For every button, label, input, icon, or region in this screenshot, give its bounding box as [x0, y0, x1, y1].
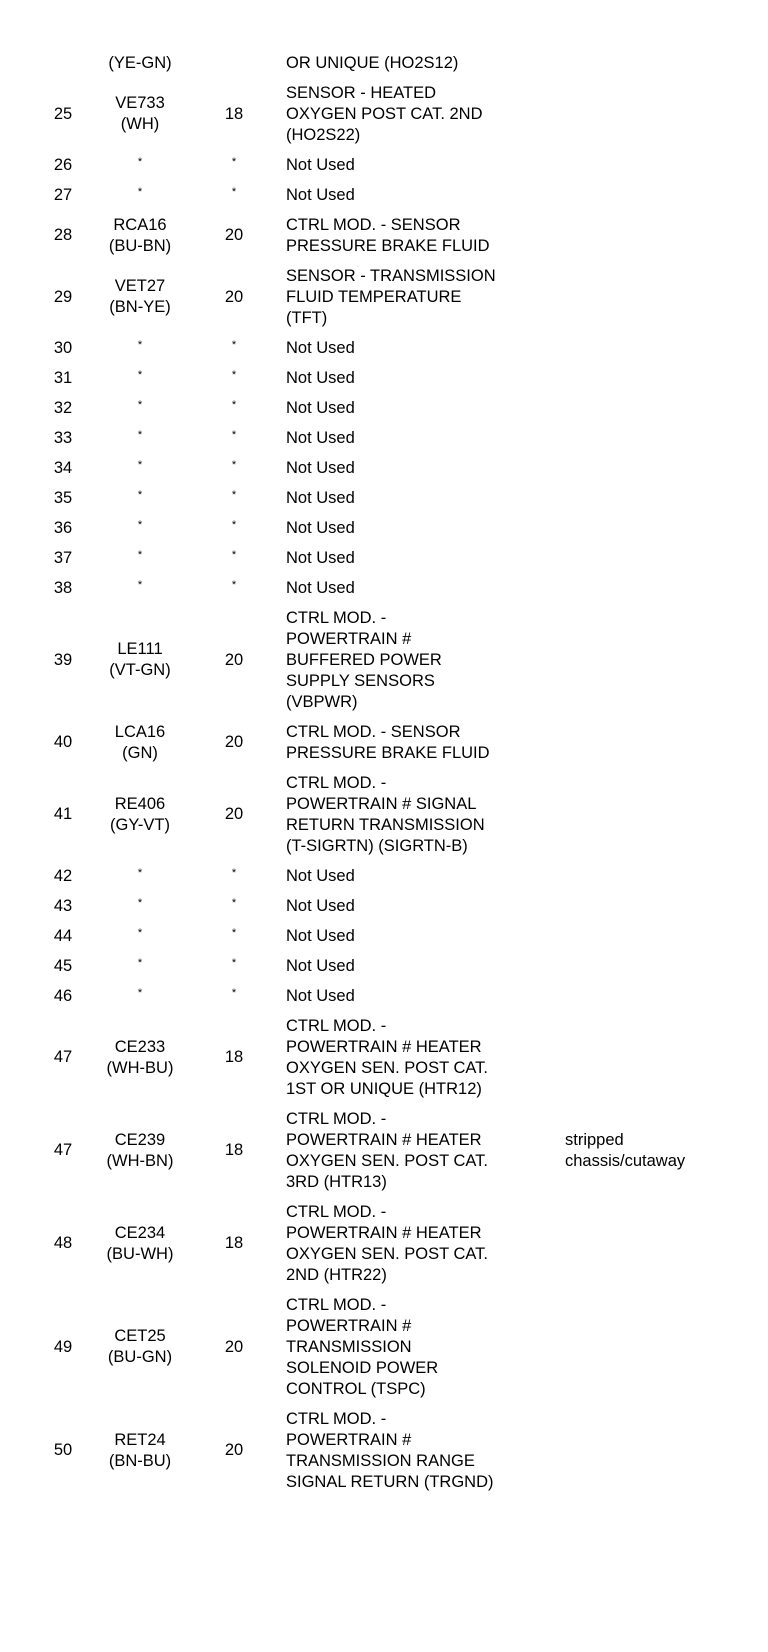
pin-number: [36, 861, 90, 891]
cell-line: POWERTRAIN # SIGNAL: [286, 794, 477, 813]
cell-line: (WH-BN): [106, 1151, 174, 1170]
cell-line: Not Used: [286, 896, 355, 915]
cell-line: *: [231, 578, 237, 591]
cell-line: 39: [53, 650, 73, 669]
cell-line: 18: [224, 1141, 244, 1159]
table-row: [0, 1404, 768, 1497]
cell-line: *: [137, 986, 143, 999]
circuit-color: [90, 891, 190, 921]
cell-line: *: [231, 428, 237, 441]
pin-number: [36, 210, 90, 261]
cell-line: (WH): [120, 115, 160, 133]
cell-line: 1ST OR UNIQUE (HTR12): [286, 1079, 482, 1098]
cell-line: Not Used: [286, 956, 355, 975]
cell-line: (YE-GN): [108, 53, 172, 72]
wire-gauge: [204, 1404, 264, 1497]
wire-gauge: [204, 1290, 264, 1404]
circuit-color: [90, 1011, 190, 1104]
cell-line: CTRL MOD. -: [286, 1109, 387, 1128]
cell-line: (BN-BU): [108, 1451, 172, 1470]
circuit-function: [286, 717, 576, 768]
cell-line: CE239: [114, 1130, 166, 1149]
cell-line: *: [137, 578, 143, 591]
cell-line: 31: [53, 368, 73, 387]
circuit-color: [90, 180, 190, 210]
cell-line: *: [137, 428, 143, 441]
circuit-function: [286, 921, 576, 951]
circuit-color: [90, 543, 190, 573]
circuit-color: [90, 261, 190, 333]
pin-number: [36, 180, 90, 210]
cell-line: RCA16: [113, 215, 167, 234]
circuit-color: [90, 333, 190, 363]
cell-line: *: [231, 338, 237, 351]
circuit-function: [286, 180, 576, 210]
cell-line: TRANSMISSION: [286, 1337, 412, 1356]
pin-table: [0, 48, 768, 1497]
circuit-color: [90, 78, 190, 150]
circuit-function: [286, 78, 576, 150]
cell-line: *: [137, 548, 143, 561]
pin-number: [36, 1011, 90, 1104]
pin-number: [36, 393, 90, 423]
circuit-function: [286, 951, 576, 981]
cell-line: SUPPLY SENSORS: [286, 671, 435, 690]
wire-gauge: [204, 210, 264, 261]
cell-line: LE111: [117, 640, 163, 658]
cell-line: *: [137, 866, 143, 879]
cell-line: POWERTRAIN # HEATER: [286, 1037, 482, 1056]
cell-line: *: [231, 866, 237, 879]
table-row: [0, 513, 768, 543]
table-row: [0, 78, 768, 150]
cell-line: 46: [53, 986, 73, 1005]
cell-line: SOLENOID POWER: [286, 1358, 439, 1377]
pin-number: [36, 453, 90, 483]
pin-number: [36, 48, 90, 78]
cell-line: *: [231, 488, 237, 501]
cell-line: 43: [53, 896, 73, 915]
cell-line: 35: [53, 488, 73, 507]
pin-number: [36, 363, 90, 393]
cell-line: 32: [53, 398, 73, 417]
table-row: [0, 1290, 768, 1404]
cell-line: 38: [53, 578, 73, 597]
cell-line: CET25: [114, 1327, 166, 1345]
pin-number: [36, 981, 90, 1011]
circuit-function: [286, 1197, 576, 1290]
cell-line: (GN): [122, 743, 158, 762]
cell-line: CTRL MOD. -: [286, 1409, 387, 1428]
pin-number: [36, 717, 90, 768]
cell-line: 28: [53, 226, 73, 244]
circuit-color: [90, 951, 190, 981]
circuit-color: [90, 573, 190, 603]
pin-number: [36, 1104, 90, 1197]
pin-number: [36, 573, 90, 603]
cell-line: 44: [53, 926, 73, 945]
cell-line: 34: [53, 458, 73, 477]
circuit-function: [286, 423, 576, 453]
circuit-color: [90, 861, 190, 891]
wire-gauge: [204, 513, 264, 543]
wire-gauge: [204, 1011, 264, 1104]
cell-line: (BU-BN): [108, 236, 172, 255]
cell-line: CTRL MOD. - SENSOR: [286, 722, 461, 741]
circuit-function: [286, 453, 576, 483]
table-row: [0, 150, 768, 180]
cell-line: *: [137, 398, 143, 411]
cell-line: (T-SIGRTN) (SIGRTN-B): [286, 836, 468, 855]
cell-line: OXYGEN POST CAT. 2ND: [286, 104, 483, 123]
cell-line: 47: [53, 1141, 73, 1159]
circuit-color: [90, 453, 190, 483]
pin-number: [36, 423, 90, 453]
cell-line: Not Used: [286, 518, 355, 537]
cell-line: POWERTRAIN # HEATER: [286, 1130, 482, 1149]
wire-gauge: [204, 78, 264, 150]
cell-line: (HO2S22): [286, 125, 361, 144]
circuit-function: [286, 333, 576, 363]
cell-line: (BU-WH): [106, 1244, 174, 1263]
cell-line: *: [231, 896, 237, 909]
circuit-function: [286, 150, 576, 180]
cell-line: 2ND (HTR22): [286, 1265, 387, 1284]
table-row: [0, 891, 768, 921]
row-note: [565, 1104, 765, 1197]
cell-line: Not Used: [286, 338, 355, 357]
circuit-function: [286, 483, 576, 513]
cell-line: 18: [224, 1048, 244, 1066]
pin-number: [36, 891, 90, 921]
cell-line: 20: [224, 733, 244, 751]
table-row: [0, 1011, 768, 1104]
table-row: [0, 48, 768, 78]
circuit-color: [90, 1197, 190, 1290]
cell-line: BUFFERED POWER: [286, 650, 442, 669]
cell-line: CE233: [114, 1037, 166, 1056]
cell-line: 41: [53, 805, 73, 823]
table-row: [0, 921, 768, 951]
circuit-color: [90, 513, 190, 543]
cell-line: 26: [53, 155, 73, 174]
cell-line: VE733: [115, 94, 165, 112]
wire-gauge: [204, 981, 264, 1011]
cell-line: 18: [224, 104, 244, 123]
cell-line: *: [231, 155, 237, 168]
cell-line: OXYGEN SEN. POST CAT.: [286, 1058, 489, 1077]
cell-line: CTRL MOD. - SENSOR: [286, 215, 461, 234]
wire-gauge: [204, 861, 264, 891]
cell-line: 20: [224, 650, 244, 669]
cell-line: 3RD (HTR13): [286, 1172, 387, 1191]
wire-gauge: [204, 891, 264, 921]
cell-line: *: [231, 986, 237, 999]
cell-line: POWERTRAIN #: [286, 1316, 412, 1335]
wire-gauge: [204, 483, 264, 513]
pin-number: [36, 261, 90, 333]
cell-line: POWERTRAIN # HEATER: [286, 1223, 482, 1242]
cell-line: *: [231, 368, 237, 381]
table-row: [0, 453, 768, 483]
circuit-color: [90, 1290, 190, 1404]
circuit-color: [90, 717, 190, 768]
cell-line: (VBPWR): [286, 692, 358, 711]
cell-line: POWERTRAIN #: [286, 1430, 412, 1449]
cell-line: Not Used: [286, 578, 355, 597]
circuit-function: [286, 48, 576, 78]
cell-line: *: [137, 368, 143, 381]
cell-line: (WH-BU): [106, 1058, 174, 1077]
cell-line: 45: [53, 956, 73, 975]
cell-line: VET27: [114, 277, 166, 295]
cell-line: *: [137, 338, 143, 351]
cell-line: RETURN TRANSMISSION: [286, 815, 485, 834]
circuit-function: [286, 1104, 576, 1197]
cell-line: FLUID TEMPERATURE: [286, 287, 462, 306]
cell-line: *: [137, 488, 143, 501]
table-row: [0, 768, 768, 861]
pin-number: [36, 921, 90, 951]
cell-line: (BU-GN): [107, 1348, 173, 1366]
wire-gauge: [204, 1197, 264, 1290]
cell-line: (VT-GN): [109, 661, 171, 679]
cell-line: *: [137, 518, 143, 531]
cell-line: 47: [53, 1048, 73, 1066]
circuit-color: [90, 981, 190, 1011]
circuit-function: [286, 1404, 576, 1497]
cell-line: *: [137, 155, 143, 168]
circuit-function: [286, 891, 576, 921]
cell-line: Not Used: [286, 185, 355, 204]
cell-line: 42: [53, 866, 73, 885]
circuit-function: [286, 543, 576, 573]
circuit-function: [286, 768, 576, 861]
cell-line: CTRL MOD. -: [286, 1016, 387, 1035]
cell-line: 18: [224, 1234, 244, 1252]
wire-gauge: [204, 261, 264, 333]
circuit-function: [286, 981, 576, 1011]
cell-line: CE234: [114, 1223, 166, 1242]
wire-gauge: [204, 48, 264, 78]
table-row: [0, 483, 768, 513]
wire-gauge: [204, 333, 264, 363]
circuit-function: [286, 210, 576, 261]
cell-line: stripped: [565, 1130, 624, 1149]
cell-line: CTRL MOD. -: [286, 1295, 387, 1314]
table-row: [0, 1197, 768, 1290]
circuit-color: [90, 48, 190, 78]
cell-line: SENSOR - TRANSMISSION: [286, 266, 496, 285]
cell-line: 33: [53, 428, 73, 447]
table-row: [0, 333, 768, 363]
cell-line: OXYGEN SEN. POST CAT.: [286, 1151, 489, 1170]
cell-line: CONTROL (TSPC): [286, 1379, 426, 1398]
pin-number: [36, 150, 90, 180]
pin-number: [36, 768, 90, 861]
circuit-color: [90, 921, 190, 951]
wire-gauge: [204, 423, 264, 453]
table-row: [0, 180, 768, 210]
cell-line: *: [231, 458, 237, 471]
cell-line: SIGNAL RETURN (TRGND): [286, 1472, 494, 1491]
wire-gauge: [204, 921, 264, 951]
pin-number: [36, 78, 90, 150]
wire-gauge: [204, 768, 264, 861]
pin-number: [36, 543, 90, 573]
cell-line: Not Used: [286, 155, 355, 174]
cell-line: *: [231, 926, 237, 939]
circuit-color: [90, 423, 190, 453]
cell-line: 29: [53, 287, 73, 306]
cell-line: *: [137, 926, 143, 939]
cell-line: 20: [224, 226, 244, 244]
pin-number: [36, 603, 90, 717]
cell-line: 20: [224, 805, 244, 823]
cell-line: 20: [224, 1337, 244, 1356]
circuit-color: [90, 768, 190, 861]
circuit-color: [90, 483, 190, 513]
pin-number: [36, 1404, 90, 1497]
cell-line: PRESSURE BRAKE FLUID: [286, 743, 490, 762]
wire-gauge: [204, 363, 264, 393]
cell-line: chassis/cutaway: [565, 1151, 686, 1170]
pin-number: [36, 1197, 90, 1290]
cell-line: Not Used: [286, 488, 355, 507]
table-row: [0, 861, 768, 891]
pin-number: [36, 483, 90, 513]
cell-line: Not Used: [286, 926, 355, 945]
cell-line: *: [231, 518, 237, 531]
cell-line: Not Used: [286, 368, 355, 387]
circuit-color: [90, 363, 190, 393]
cell-line: Not Used: [286, 866, 355, 885]
cell-line: Not Used: [286, 428, 355, 447]
circuit-color: [90, 1404, 190, 1497]
wire-gauge: [204, 150, 264, 180]
circuit-function: [286, 603, 576, 717]
cell-line: (GY-VT): [110, 815, 170, 834]
circuit-function: [286, 261, 576, 333]
cell-line: *: [231, 548, 237, 561]
pin-number: [36, 1290, 90, 1404]
cell-line: RE406: [114, 794, 166, 813]
cell-line: *: [231, 398, 237, 411]
cell-line: 40: [53, 733, 73, 751]
cell-line: CTRL MOD. -: [286, 608, 387, 627]
cell-line: *: [231, 185, 237, 198]
wire-gauge: [204, 1104, 264, 1197]
cell-line: 36: [53, 518, 73, 537]
cell-line: TRANSMISSION RANGE: [286, 1451, 475, 1470]
circuit-color: [90, 603, 190, 717]
table-row: [0, 261, 768, 333]
wire-gauge: [204, 393, 264, 423]
cell-line: LCA16: [114, 722, 166, 741]
cell-line: SENSOR - HEATED: [286, 83, 437, 102]
cell-line: 30: [53, 338, 73, 357]
cell-line: 50: [53, 1441, 73, 1459]
cell-line: (BN-YE): [109, 298, 171, 316]
table-row: [0, 951, 768, 981]
cell-line: *: [137, 185, 143, 198]
cell-line: OXYGEN SEN. POST CAT.: [286, 1244, 489, 1263]
cell-line: (TFT): [286, 308, 328, 327]
table-row: [0, 717, 768, 768]
circuit-color: [90, 393, 190, 423]
table-row: [0, 1104, 768, 1197]
cell-line: 48: [53, 1234, 73, 1252]
circuit-function: [286, 1290, 576, 1404]
cell-line: PRESSURE BRAKE FLUID: [286, 236, 490, 255]
cell-line: 49: [53, 1337, 73, 1356]
table-row: [0, 423, 768, 453]
circuit-function: [286, 513, 576, 543]
circuit-color: [90, 1104, 190, 1197]
wire-gauge: [204, 603, 264, 717]
wire-gauge: [204, 573, 264, 603]
pin-number: [36, 513, 90, 543]
wire-gauge: [204, 717, 264, 768]
cell-line: *: [137, 896, 143, 909]
cell-line: CTRL MOD. -: [286, 773, 387, 792]
cell-line: *: [137, 458, 143, 471]
table-row: [0, 393, 768, 423]
cell-line: 27: [53, 185, 73, 204]
circuit-function: [286, 363, 576, 393]
table-row: [0, 603, 768, 717]
wire-gauge: [204, 180, 264, 210]
pin-number: [36, 333, 90, 363]
wire-gauge: [204, 543, 264, 573]
cell-line: 20: [224, 1441, 244, 1459]
pin-number: [36, 951, 90, 981]
cell-line: Not Used: [286, 458, 355, 477]
circuit-function: [286, 861, 576, 891]
cell-line: Not Used: [286, 398, 355, 417]
cell-line: *: [137, 956, 143, 969]
circuit-color: [90, 210, 190, 261]
table-row: [0, 981, 768, 1011]
wire-gauge: [204, 453, 264, 483]
circuit-function: [286, 1011, 576, 1104]
cell-line: POWERTRAIN #: [286, 629, 412, 648]
table-row: [0, 573, 768, 603]
circuit-color: [90, 150, 190, 180]
cell-line: 20: [224, 287, 244, 306]
cell-line: *: [231, 956, 237, 969]
cell-line: OR UNIQUE (HO2S12): [286, 53, 459, 72]
table-row: [0, 210, 768, 261]
cell-line: 37: [53, 548, 73, 567]
table-row: [0, 363, 768, 393]
table-row: [0, 543, 768, 573]
cell-line: 25: [53, 104, 73, 123]
cell-line: Not Used: [286, 548, 355, 567]
circuit-function: [286, 393, 576, 423]
cell-line: Not Used: [286, 986, 355, 1005]
circuit-function: [286, 573, 576, 603]
wire-gauge: [204, 951, 264, 981]
cell-line: CTRL MOD. -: [286, 1202, 387, 1221]
cell-line: RET24: [114, 1430, 166, 1449]
